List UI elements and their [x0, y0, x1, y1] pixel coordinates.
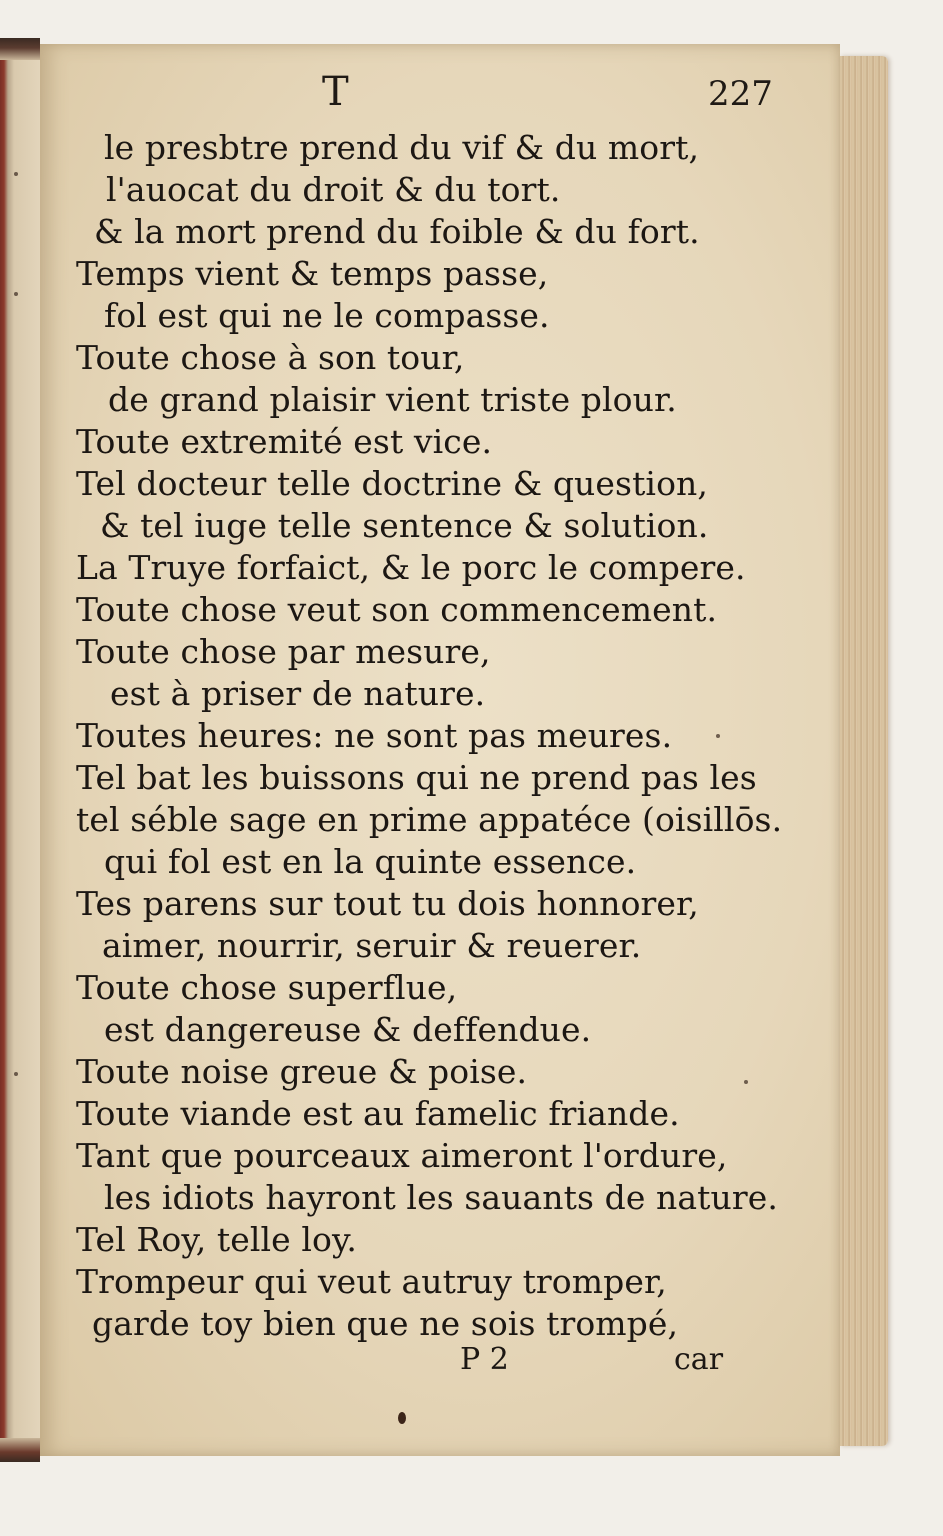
text-line: Toute chose par mesure,	[76, 632, 491, 671]
running-head	[0, 69, 943, 132]
text-line: Toute viande est au famelic friande.	[76, 1094, 680, 1133]
text-line: le presbtre prend du vif & du mort,	[104, 128, 700, 167]
text-line: qui fol est en la quinte essence.	[104, 842, 637, 881]
text-line: Tes parens sur tout tu dois honnorer,	[76, 884, 699, 923]
text-line: Tel docteur telle doctrine & question,	[76, 464, 708, 503]
text-line: Tel bat les buissons qui ne prend pas les	[76, 758, 757, 797]
margin-speck	[744, 1080, 748, 1084]
margin-speck	[14, 172, 18, 176]
text-line: Toute chose veut son commencement.	[76, 590, 718, 629]
text-line: & la mort prend du foible & du fort.	[94, 212, 700, 251]
page-number: 227	[708, 74, 773, 114]
text-line: Toutes heures: ne sont pas meures.	[76, 716, 673, 755]
margin-speck	[14, 292, 18, 296]
header-letter: T	[322, 69, 349, 115]
text-block	[0, 127, 943, 1347]
ink-spot	[398, 1412, 406, 1424]
margin-speck	[14, 1072, 18, 1076]
text-line: Temps vient & temps passe,	[76, 254, 549, 293]
text-line: Toute chose à son tour,	[76, 338, 465, 377]
catchword: car	[674, 1342, 724, 1377]
page-footer	[0, 1340, 943, 1390]
text-line: Toute noise greue & poise.	[76, 1052, 528, 1091]
text-line: fol est qui ne le compasse.	[104, 296, 550, 335]
text-line: Tel Roy, telle loy.	[76, 1220, 357, 1259]
text-line: est dangereuse & deffendue.	[104, 1010, 592, 1049]
binding-top-band	[0, 38, 40, 60]
text-line: l'auocat du droit & du tort.	[106, 170, 561, 209]
text-line: aimer, nourrir, seruir & reuerer.	[102, 926, 642, 965]
text-line: garde toy bien que ne sois trompé,	[92, 1304, 679, 1343]
binding-bottom-band	[0, 1438, 40, 1462]
text-line: La Truye forfaict, & le porc le compere.	[76, 548, 746, 587]
text-line: & tel iuge telle sentence & solution.	[100, 506, 709, 545]
margin-speck	[716, 734, 720, 738]
signature-mark: P 2	[460, 1342, 509, 1377]
text-line: les idiots hayront les sauants de nature.	[104, 1178, 778, 1217]
text-line: Toute chose superflue,	[76, 968, 458, 1007]
text-line: Trompeur qui veut autruy tromper,	[76, 1262, 667, 1301]
text-line: est à priser de nature.	[110, 674, 486, 713]
text-line: de grand plaisir vient triste plour.	[108, 380, 677, 419]
text-line: tel séble sage en prime appatéce (oisillōs.	[76, 800, 783, 839]
text-line: Toute extremité est vice.	[76, 422, 493, 461]
text-line: Tant que pourceaux aimeront l'ordure,	[76, 1136, 728, 1175]
